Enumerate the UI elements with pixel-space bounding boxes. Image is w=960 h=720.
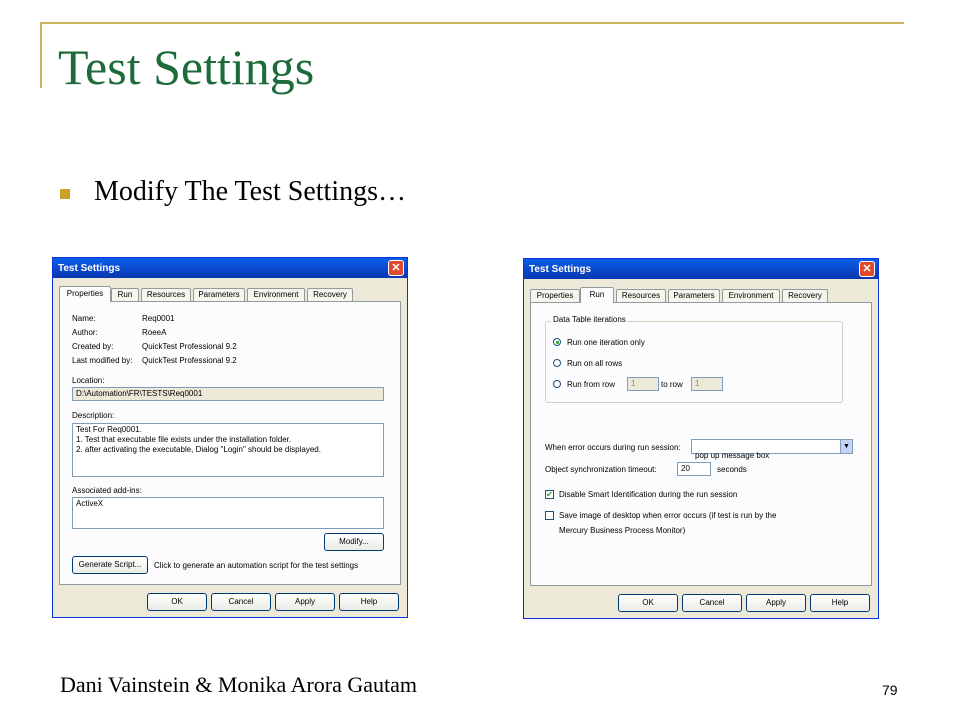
tab-recovery[interactable]: Recovery [782, 289, 828, 302]
run-panel [530, 302, 872, 586]
to-row-input[interactable]: 1 [691, 377, 723, 391]
checkbox-label-save-image-2: Mercury Business Process Monitor) [559, 526, 686, 535]
radio-label-all-rows[interactable]: Run on all rows [567, 359, 623, 368]
tab-recovery[interactable]: Recovery [307, 288, 353, 301]
prop-label-author: Author: [72, 328, 98, 337]
page-number: 79 [882, 682, 898, 698]
to-row-label: to row [661, 380, 683, 389]
help-button[interactable]: Help [339, 593, 399, 611]
sync-label: Object synchronization timeout: [545, 465, 657, 474]
error-dropdown-value: pop up message box [695, 451, 770, 460]
radio-label-from-row[interactable]: Run from row [567, 380, 616, 389]
slide-frame-top [40, 22, 904, 24]
addins-label: Associated add-ins: [72, 486, 142, 495]
help-button[interactable]: Help [810, 594, 870, 612]
cancel-button[interactable]: Cancel [211, 593, 271, 611]
title-bar[interactable] [53, 258, 407, 278]
slide-footer: Dani Vainstein & Monika Arora Gautam [60, 672, 418, 697]
checkbox-label-save-image-1[interactable]: Save image of desktop when error occurs (if test is run by the [559, 511, 777, 520]
prop-value-last-modified: QuickTest Professional 9.2 [142, 356, 237, 365]
addins-list[interactable]: ActiveX [72, 497, 384, 529]
radio-run-all-rows[interactable] [553, 359, 561, 367]
title-bar[interactable] [524, 259, 878, 279]
prop-value-created-by: QuickTest Professional 9.2 [142, 342, 237, 351]
prop-label-last-modified: Last modified by: [72, 356, 133, 365]
cancel-button[interactable]: Cancel [682, 594, 742, 612]
generate-script-button[interactable]: Generate Script... [72, 556, 148, 574]
prop-label-name: Name: [72, 314, 96, 323]
prop-value-name: Req0001 [142, 314, 175, 323]
tab-strip [59, 286, 399, 302]
test-settings-dialog-properties [52, 257, 408, 618]
radio-run-one-iteration[interactable] [553, 338, 561, 346]
bullet-text: Modify The Test Settings… [94, 176, 407, 207]
description-textarea[interactable]: Test For Req0001. 1. Test that executable file exists under the installation folder. 2. after activating the executable, Dialog "Login" should be displayed. [72, 423, 384, 477]
checkbox-label-smart-id[interactable]: Disable Smart Identification during the run session [559, 490, 738, 499]
modify-button[interactable]: Modify... [324, 533, 384, 551]
apply-button[interactable]: Apply [746, 594, 806, 612]
chevron-down-icon[interactable]: ▼ [840, 440, 852, 453]
radio-label-one-iteration[interactable]: Run one iteration only [567, 338, 645, 347]
ok-button[interactable]: OK [618, 594, 678, 612]
sync-timeout-input[interactable]: 20 [677, 462, 711, 476]
error-dropdown[interactable] [691, 439, 853, 460]
description-label: Description: [72, 411, 115, 420]
dialog-title: Test Settings [58, 263, 121, 274]
apply-button[interactable]: Apply [275, 593, 335, 611]
dialog-title: Test Settings [529, 264, 592, 275]
tab-parameters[interactable]: Parameters [193, 288, 245, 301]
properties-panel [59, 301, 401, 585]
tab-run[interactable]: Run [111, 288, 139, 301]
group-title: Data Table iterations [553, 315, 626, 324]
bullet-square-icon [60, 189, 70, 199]
tab-resources[interactable]: Resources [141, 288, 191, 301]
ok-button[interactable]: OK [147, 593, 207, 611]
prop-label-created-by: Created by: [72, 342, 114, 351]
checkbox-disable-smart-id[interactable]: ✔ [546, 490, 553, 499]
tab-resources[interactable]: Resources [616, 289, 666, 302]
from-row-input[interactable]: 1 [627, 377, 659, 391]
tab-strip [530, 287, 870, 303]
tab-parameters[interactable]: Parameters [668, 289, 720, 302]
tab-properties[interactable]: Properties [530, 289, 580, 302]
slide-title: Test Settings [58, 39, 315, 95]
location-field[interactable]: D:\Automation\FR\TESTS\Req0001 [72, 387, 384, 401]
prop-value-author: RoeeA [142, 328, 167, 337]
tab-run[interactable]: Run [580, 287, 614, 303]
location-label: Location: [72, 376, 105, 385]
slide-frame-left [40, 22, 42, 88]
checkbox-save-image[interactable] [545, 511, 554, 520]
tab-properties[interactable]: Properties [59, 286, 111, 302]
test-settings-dialog-run [523, 258, 879, 619]
error-label: When error occurs during run session: [545, 443, 681, 452]
close-icon[interactable]: ✕ [859, 261, 875, 277]
tab-environment[interactable]: Environment [247, 288, 305, 301]
tab-environment[interactable]: Environment [722, 289, 780, 302]
radio-run-from-row[interactable] [553, 380, 561, 388]
generate-hint: Click to generate an automation script for the test settings [154, 561, 359, 570]
sync-unit: seconds [717, 465, 747, 474]
close-icon[interactable]: ✕ [388, 260, 404, 276]
